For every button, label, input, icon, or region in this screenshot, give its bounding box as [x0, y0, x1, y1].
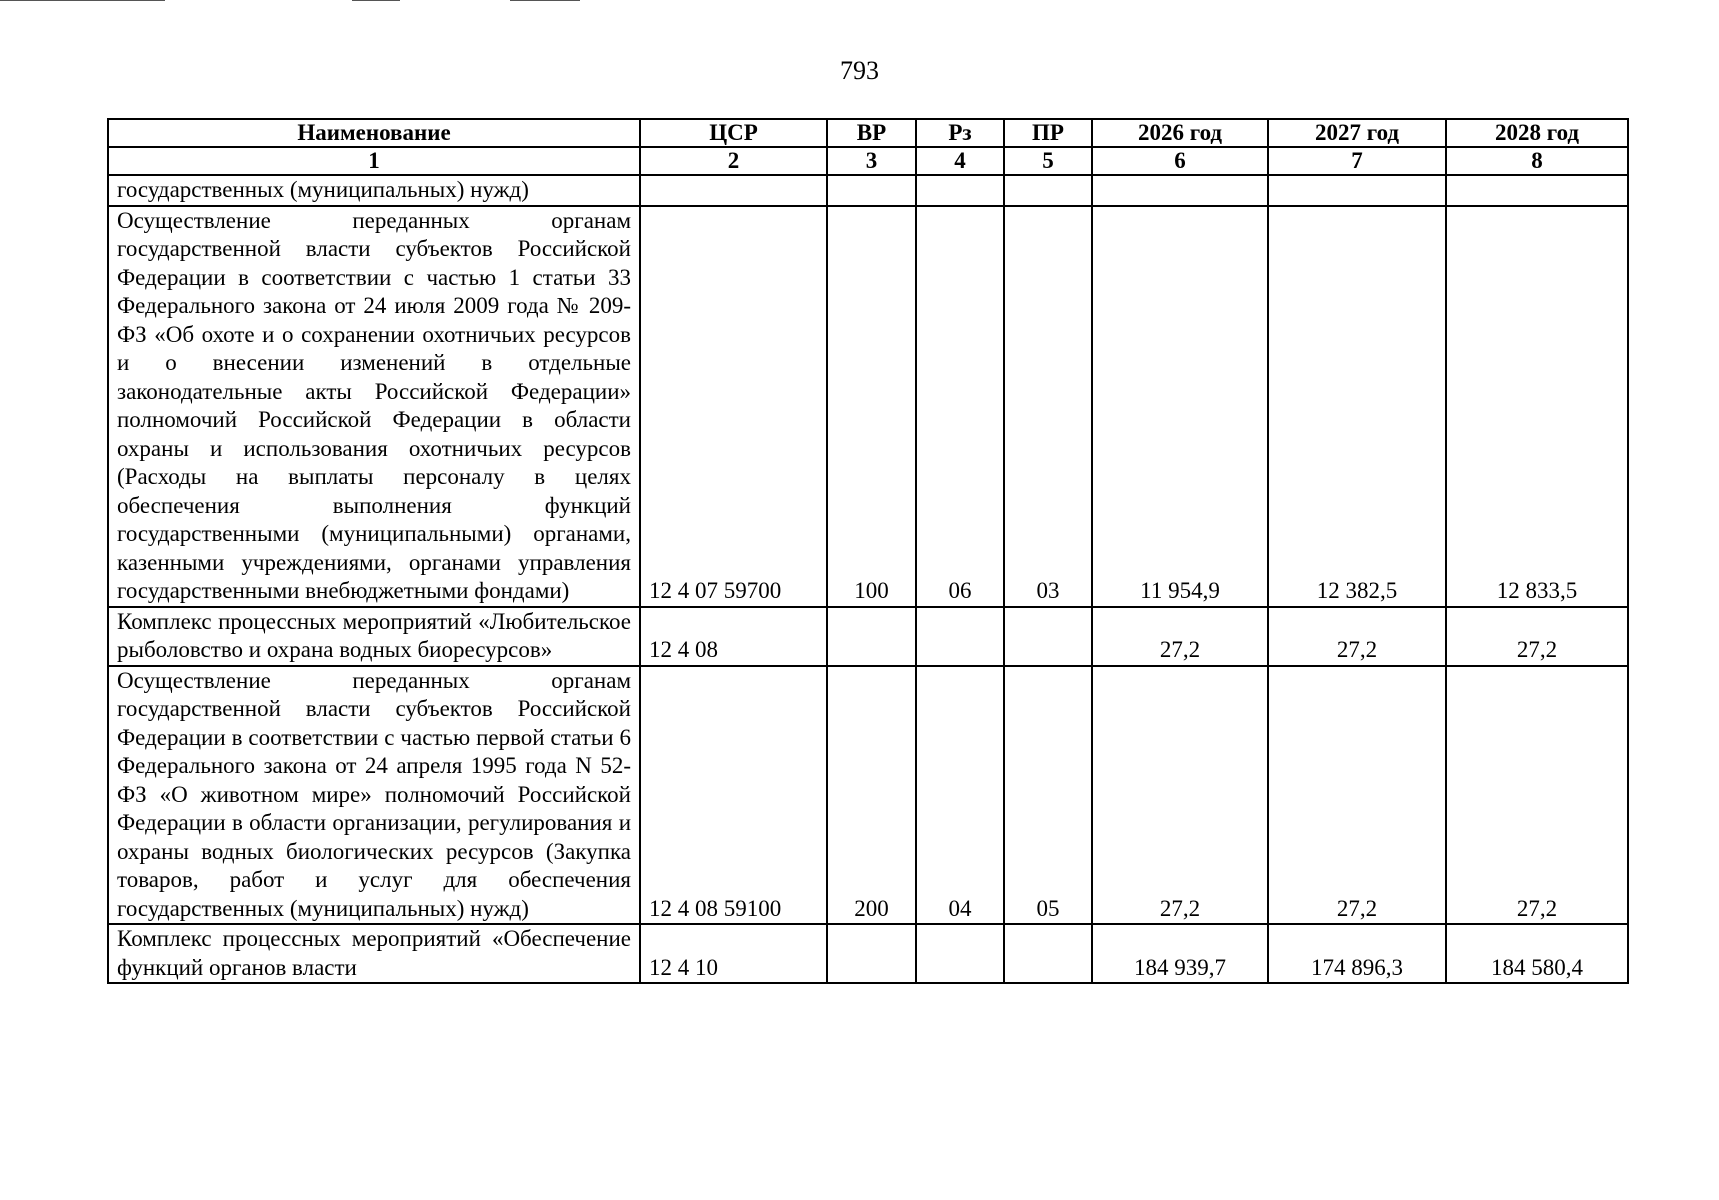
- pr-cell: 05: [1004, 666, 1092, 925]
- vr-cell: 100: [827, 206, 916, 607]
- table-row: [108, 666, 1628, 925]
- row-name-cell: Осуществление переданных органам государственной власти субъектов Российской Федерации в соответствии с частью 1 статьи 33 Федерального закона от 24 июля 2009 года № 209-ФЗ «Об охоте и о сохранении охотничьих ресурсов и о внесении изменений в отдельные законодательные акты Российской Федерации» полномочий Российской Федерации в области охраны и использования охотничьих ресурсов (Расходы на выплаты персоналу в целях обеспечения выполнения функций государственными (муниципальными) органами, казенными учреждениями, органами управления государственными внебюджетными фондами): [108, 206, 640, 607]
- column-header-2026: 2026 год: [1092, 119, 1268, 147]
- column-number: 2: [640, 147, 827, 175]
- column-header-rz: Рз: [916, 119, 1004, 147]
- scan-edge-line: [352, 0, 400, 1]
- amount-2026-cell: [1092, 175, 1268, 206]
- row-name-cell: Осуществление переданных органам государственной власти субъектов Российской Федерации в соответствии с частью первой статьи 6 Федерального закона от 24 апреля 1995 года N 52-ФЗ «О животном мире» полномочий Российской Федерации в области организации, регулирования и охраны водных биологических ресурсов (Закупка товаров, работ и услуг для обеспечения государственных (муниципальных) нужд): [108, 666, 640, 925]
- column-number-row: [108, 147, 1628, 175]
- table-row: [108, 175, 1628, 206]
- rz-cell: 06: [916, 206, 1004, 607]
- column-header-csr: ЦСР: [640, 119, 827, 147]
- amount-2026-cell: 184 939,7: [1092, 924, 1268, 983]
- column-header-2028: 2028 год: [1446, 119, 1628, 147]
- page-number: 793: [840, 56, 879, 85]
- table-row: [108, 924, 1628, 983]
- column-header-pr: ПР: [1004, 119, 1092, 147]
- table-row: [108, 206, 1628, 607]
- rz-cell: [916, 175, 1004, 206]
- row-name-cell: Комплекс процессных мероприятий «Обеспечение функций органов власти: [108, 924, 640, 983]
- pr-cell: 03: [1004, 206, 1092, 607]
- vr-cell: [827, 607, 916, 666]
- csr-cell: 12 4 07 59700: [640, 206, 827, 607]
- csr-cell: [640, 175, 827, 206]
- column-header-vr: ВР: [827, 119, 916, 147]
- amount-2028-cell: 27,2: [1446, 607, 1628, 666]
- column-header-2027: 2027 год: [1268, 119, 1446, 147]
- amount-2028-cell: [1446, 175, 1628, 206]
- amount-2027-cell: 27,2: [1268, 607, 1446, 666]
- amount-2027-cell: 12 382,5: [1268, 206, 1446, 607]
- column-number: 6: [1092, 147, 1268, 175]
- scan-edge-line: [510, 0, 580, 1]
- rz-cell: [916, 607, 1004, 666]
- csr-cell: 12 4 10: [640, 924, 827, 983]
- budget-table: [107, 118, 1629, 984]
- column-header-name: Наименование: [108, 119, 640, 147]
- header-row: [108, 119, 1628, 147]
- pr-cell: [1004, 924, 1092, 983]
- row-name-cell: государственных (муниципальных) нужд): [108, 175, 640, 206]
- amount-2027-cell: 27,2: [1268, 666, 1446, 925]
- amount-2026-cell: 27,2: [1092, 666, 1268, 925]
- pr-cell: [1004, 175, 1092, 206]
- rz-cell: 04: [916, 666, 1004, 925]
- column-number: 7: [1268, 147, 1446, 175]
- amount-2027-cell: 174 896,3: [1268, 924, 1446, 983]
- table-row: [108, 607, 1628, 666]
- amount-2028-cell: 12 833,5: [1446, 206, 1628, 607]
- pr-cell: [1004, 607, 1092, 666]
- column-number: 4: [916, 147, 1004, 175]
- csr-cell: 12 4 08 59100: [640, 666, 827, 925]
- row-name-cell: Комплекс процессных мероприятий «Любительское рыболовство и охрана водных биоресурсов»: [108, 607, 640, 666]
- amount-2027-cell: [1268, 175, 1446, 206]
- column-number: 5: [1004, 147, 1092, 175]
- column-number: 1: [108, 147, 640, 175]
- column-number: 3: [827, 147, 916, 175]
- vr-cell: [827, 175, 916, 206]
- amount-2026-cell: 27,2: [1092, 607, 1268, 666]
- scan-edge-line: [0, 0, 165, 1]
- csr-cell: 12 4 08: [640, 607, 827, 666]
- vr-cell: 200: [827, 666, 916, 925]
- amount-2028-cell: 27,2: [1446, 666, 1628, 925]
- vr-cell: [827, 924, 916, 983]
- amount-2028-cell: 184 580,4: [1446, 924, 1628, 983]
- rz-cell: [916, 924, 1004, 983]
- amount-2026-cell: 11 954,9: [1092, 206, 1268, 607]
- column-number: 8: [1446, 147, 1628, 175]
